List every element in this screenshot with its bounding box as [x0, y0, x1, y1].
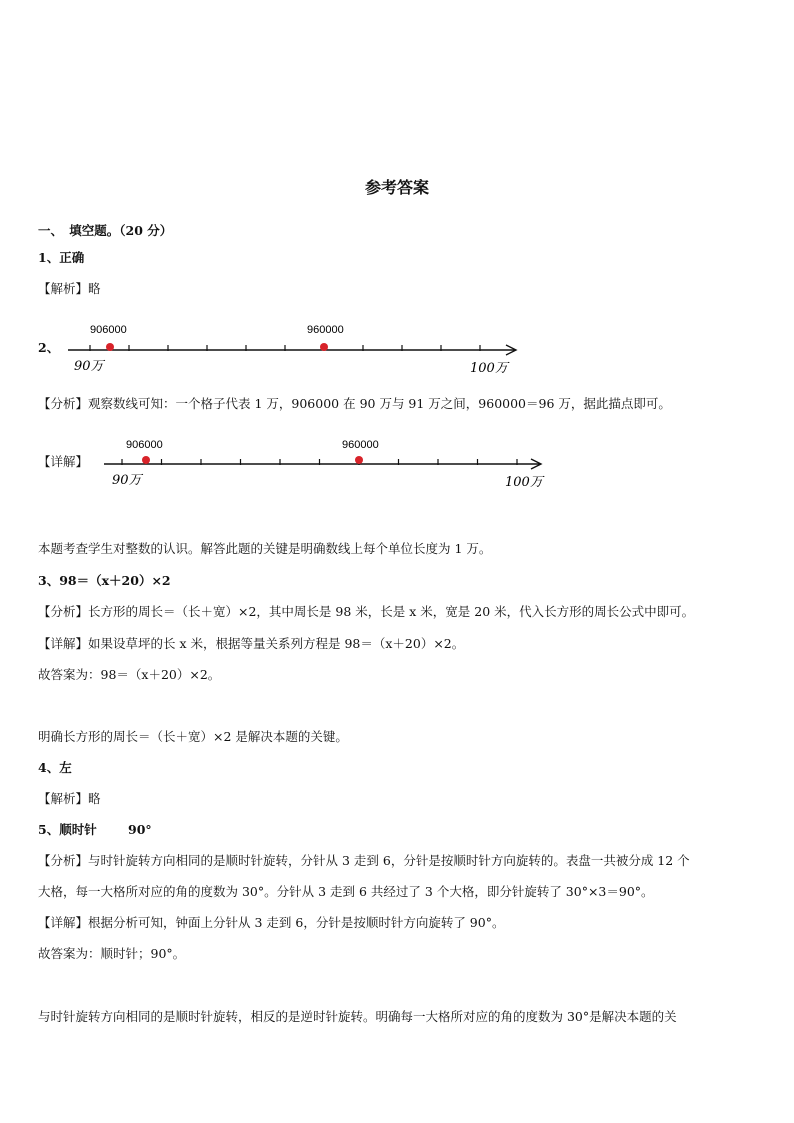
q5-answer-label: 5、顺时针 — [38, 822, 97, 837]
q1-analysis: 【解析】略 — [38, 281, 101, 296]
q2-detail-label: 【详解】 — [38, 454, 89, 469]
point-960000 — [320, 343, 328, 351]
label-start: 90万 — [74, 359, 104, 374]
section-heading: 一、 填空题。（20 分） — [38, 223, 173, 238]
q5-answer-value: 90° — [128, 822, 152, 837]
q2-prefix: 2、 — [38, 340, 60, 355]
q2-analysis: 【分析】观察数线可知：一个格子代表 1 万，906000 在 90 万与 91 万之间，960000＝96 万，据此描点即可。 — [38, 396, 671, 411]
q3-answer: 3、98＝（x＋20）×2 — [38, 573, 171, 588]
q2-detail-number-line — [100, 432, 550, 492]
q5-analysis-line2: 大格，每一大格所对应的角的度数为 30°。分针从 3 走到 6 共经过了 3 个大格，即分针旋转了 30°×3＝90°。 — [38, 884, 654, 899]
q5-summary: 与时针旋转方向相同的是顺时针旋转，相反的是逆时针旋转。明确每一大格所对应的角的度数为 30°是解决本题的关 — [38, 1009, 677, 1024]
q1-answer: 1、正确 — [38, 250, 85, 265]
q5-detail: 【详解】根据分析可知，钟面上分针从 3 走到 6，分针是按顺时针方向旋转了 90°。 — [38, 915, 505, 930]
q4-analysis: 【解析】略 — [38, 791, 101, 806]
label-end: 100万 — [470, 361, 508, 376]
q2-number-line — [60, 318, 530, 380]
q3-summary: 明确长方形的周长＝（长＋宽）×2 是解决本题的关键。 — [38, 729, 348, 744]
q2-summary: 本题考查学生对整数的认识。解答此题的关键是明确数线上每个单位长度为 1 万。 — [38, 541, 492, 556]
page-title: 参考答案 — [364, 178, 429, 197]
q5-final: 故答案为：顺时针；90°。 — [38, 946, 186, 961]
svg-text:90万: 90万 — [112, 473, 142, 488]
svg-text:100万: 100万 — [505, 475, 543, 490]
q4-answer: 4、左 — [38, 760, 72, 775]
q3-detail: 【详解】如果设草坪的长 x 米，根据等量关系列方程是 98＝（x＋20）×2。 — [38, 636, 465, 651]
q3-final: 故答案为：98＝（x＋20）×2。 — [38, 667, 221, 682]
svg-text:906000: 906000 — [126, 439, 163, 451]
point-906000 — [106, 343, 114, 351]
svg-text:960000: 960000 — [342, 439, 379, 451]
label-906000: 906000 — [90, 324, 127, 336]
q3-analysis: 【分析】长方形的周长＝（长＋宽）×2，其中周长是 98 米，长是 x 米，宽是 20 米，代入长方形的周长公式中即可。 — [38, 604, 695, 619]
q5-analysis-line1: 【分析】与时针旋转方向相同的是顺时针旋转，分针从 3 走到 6，分针是按顺时针方向旋转的。表盘一共被分成 12 个 — [38, 853, 690, 868]
label-960000: 960000 — [307, 324, 344, 336]
